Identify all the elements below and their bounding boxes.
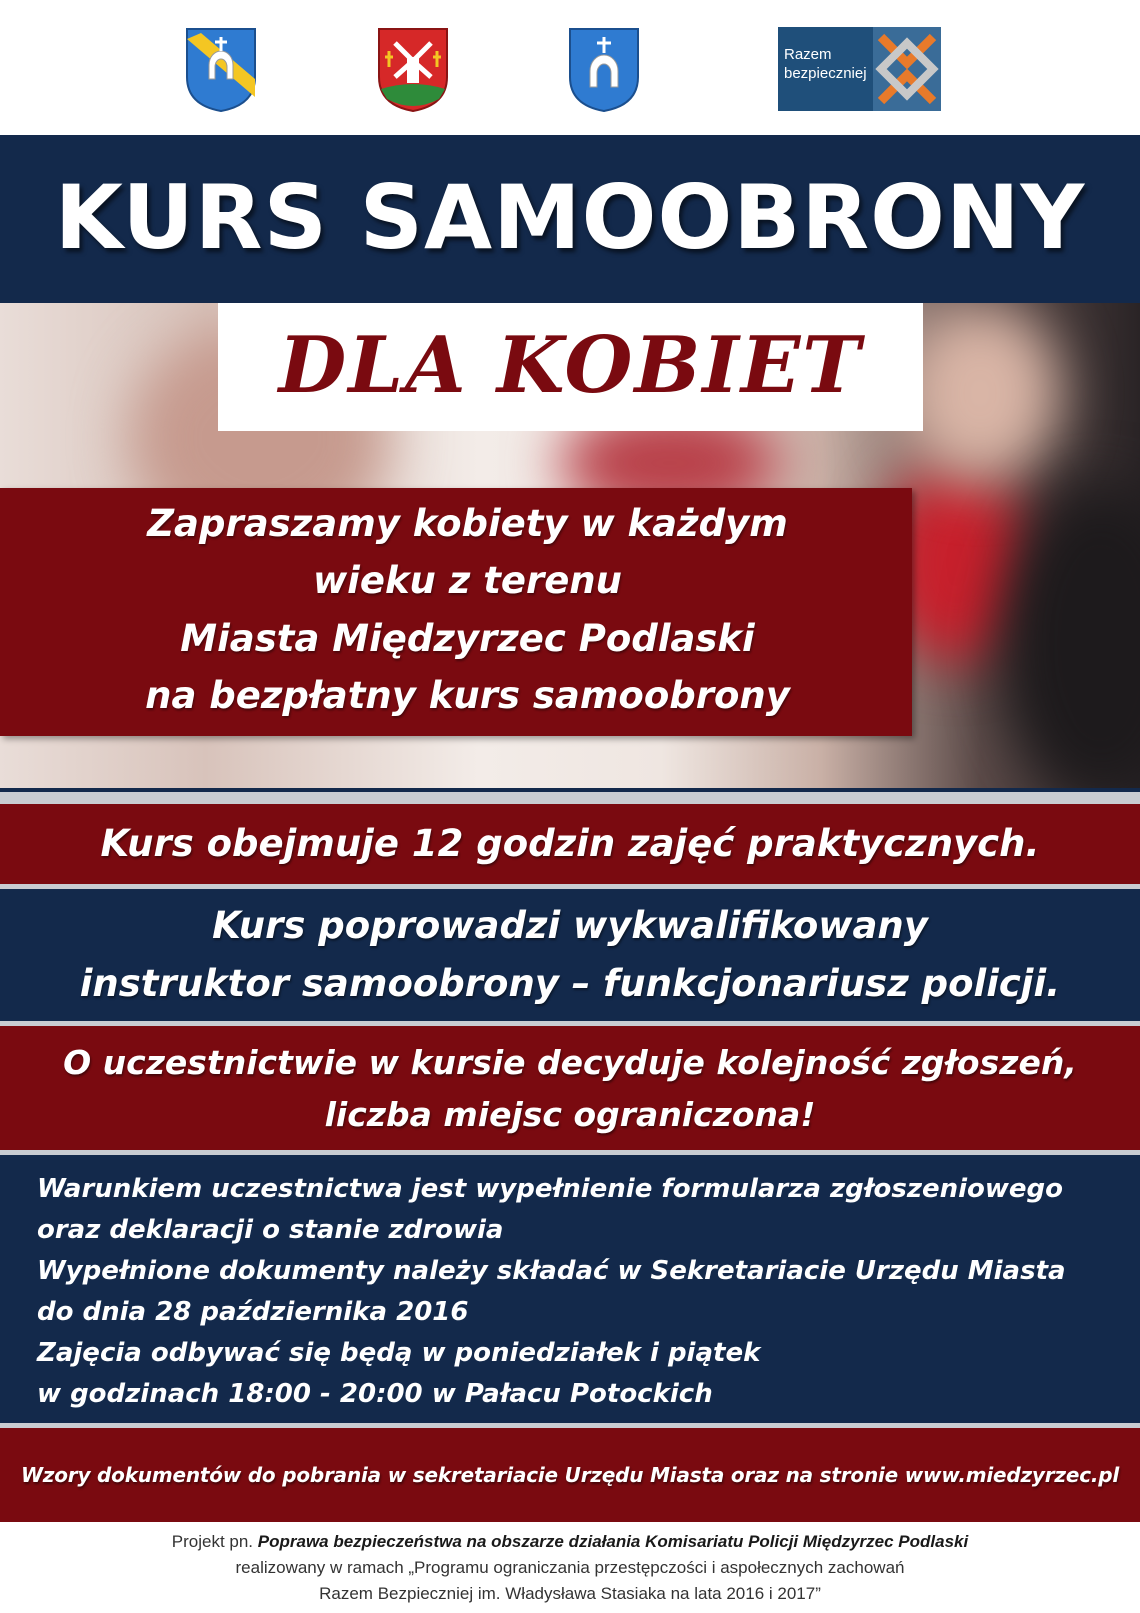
photo-blur-face xyxy=(900,303,1060,483)
divider xyxy=(0,792,1140,804)
instructor-line: instruktor samoobrony – funkcjonariusz policji. xyxy=(79,962,1061,1005)
footer-program-line: realizowany w ramach „Programu ograniczania przestępczości i aspołecznych zachowań xyxy=(235,1558,905,1577)
footer xyxy=(0,1522,1140,1613)
coat-of-arms-icon xyxy=(185,27,257,113)
documents-band xyxy=(0,1428,1140,1522)
documents-note: Wzory dokumentów do pobrania w sekretariacie Urzędu Miasta oraz na stronie www.miedzyrzec.pl xyxy=(20,1463,1120,1487)
conditions-band xyxy=(0,1155,1140,1423)
conditions-line: Zajęcia odbywać się będą w poniedziałek i piątek xyxy=(37,1338,761,1368)
order-line: liczba miejsc ograniczona! xyxy=(324,1095,816,1134)
subtitle-box xyxy=(218,303,923,431)
knot-mark-icon xyxy=(873,27,941,111)
invitation-line: Zapraszamy kobiety w każdym xyxy=(147,502,788,545)
page-title: KURS SAMOOBRONY xyxy=(54,166,1086,269)
conditions-line: Warunkiem uczestnictwa jest wypełnienie formularza zgłoszeniowego xyxy=(37,1174,1063,1204)
invitation-line: wieku z terenu xyxy=(312,559,622,602)
page-subtitle: DLA KOBIET xyxy=(278,320,863,411)
razem-logo-text xyxy=(784,45,874,83)
footer-project-name: Poprawa bezpieczeństwa na obszarze działania Komisariatu Policji Międzyrzec Podlaski xyxy=(257,1532,969,1551)
logos-row xyxy=(0,0,1140,135)
conditions-line: w godzinach 18:00 - 20:00 w Pałacu Potockich xyxy=(37,1379,713,1409)
conditions-line: Wypełnione dokumenty należy składać w Sekretariacie Urzędu Miasta xyxy=(37,1256,1066,1286)
razem-logo-line1: Razem xyxy=(784,46,832,63)
title-bar xyxy=(0,135,1140,303)
invitation-box xyxy=(0,488,912,736)
footer-program-line: Razem Bezpieczniej im. Władysława Stasiaka na lata 2016 i 2017” xyxy=(319,1584,821,1603)
coat-of-arms-icon xyxy=(377,27,449,113)
razem-bezpieczniej-logo xyxy=(778,27,941,111)
razem-logo-line2: bezpieczniej xyxy=(784,65,867,82)
coat-of-arms-icon xyxy=(568,27,640,113)
order-band xyxy=(0,1026,1140,1150)
invitation-line: Miasta Międzyrzec Podlaski xyxy=(180,617,755,660)
instructor-band xyxy=(0,889,1140,1021)
footer-prefix: Projekt pn. xyxy=(171,1532,258,1551)
instructor-line: Kurs poprowadzi wykwalifikowany xyxy=(212,904,928,947)
hours-band xyxy=(0,804,1140,884)
invitation-line: na bezpłatny kurs samoobrony xyxy=(145,674,790,717)
footer-project-line xyxy=(0,1529,1140,1554)
conditions-line: oraz deklaracji o stanie zdrowia xyxy=(37,1215,504,1245)
order-line: O uczestnictwie w kursie decyduje kolejność zgłoszeń, xyxy=(63,1043,1077,1082)
conditions-line: do dnia 28 października 2016 xyxy=(37,1297,469,1327)
hours-text: Kurs obejmuje 12 godzin zajęć praktycznych. xyxy=(100,822,1040,865)
